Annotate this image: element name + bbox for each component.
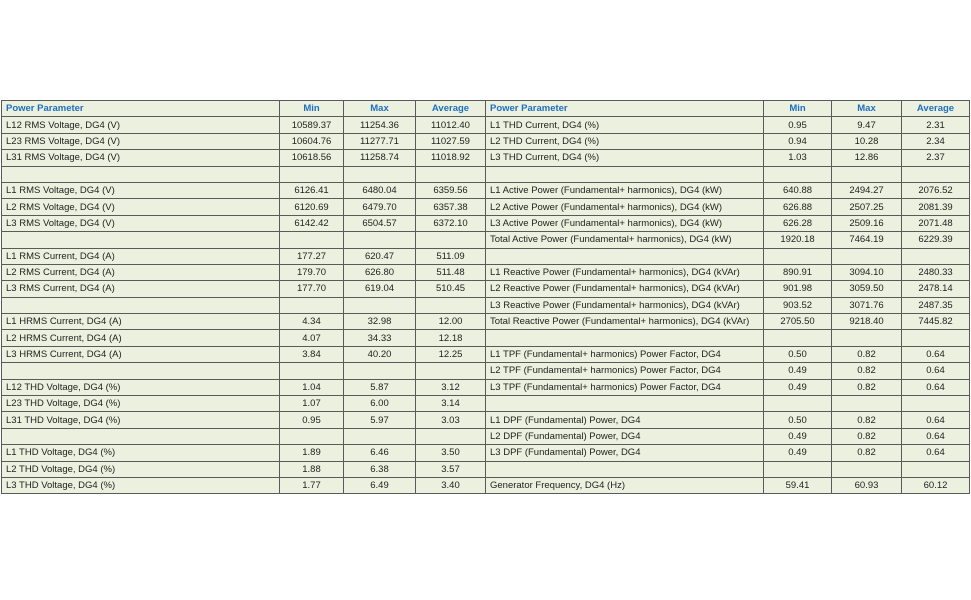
right-max-cell: 60.93	[832, 477, 902, 493]
left-parameter-cell: L2 THD Voltage, DG4 (%)	[2, 461, 280, 477]
right-max-cell: 9.47	[832, 117, 902, 133]
right-min-cell: 0.49	[764, 445, 832, 461]
left-max-cell: 6480.04	[344, 182, 416, 198]
right-max-cell: 0.82	[832, 428, 902, 444]
right-max-cell	[832, 330, 902, 346]
left-max-cell: 11277.71	[344, 133, 416, 149]
right-min-cell: 0.50	[764, 412, 832, 428]
right-min-cell	[764, 330, 832, 346]
right-average-cell	[902, 396, 970, 412]
left-max-cell: 620.47	[344, 248, 416, 264]
left-parameter-cell	[2, 166, 280, 182]
left-average-cell: 3.12	[416, 379, 486, 395]
right-min-cell: 0.49	[764, 379, 832, 395]
table-row	[2, 150, 970, 166]
table-row	[2, 314, 970, 330]
right-average-cell	[902, 461, 970, 477]
left-max-cell: 34.33	[344, 330, 416, 346]
power-parameter-table	[1, 100, 970, 494]
right-max-cell	[832, 461, 902, 477]
left-max-cell: 11258.74	[344, 150, 416, 166]
left-min-cell	[280, 166, 344, 182]
left-min-cell: 4.34	[280, 314, 344, 330]
left-parameter-cell: L12 THD Voltage, DG4 (%)	[2, 379, 280, 395]
right-parameter-cell: L2 THD Current, DG4 (%)	[486, 133, 764, 149]
right-average-cell	[902, 248, 970, 264]
header-max-right: Max	[832, 101, 902, 117]
right-min-cell: 1.03	[764, 150, 832, 166]
table-row	[2, 232, 970, 248]
left-max-cell: 11254.36	[344, 117, 416, 133]
left-average-cell	[416, 297, 486, 313]
left-min-cell	[280, 428, 344, 444]
right-min-cell: 0.49	[764, 428, 832, 444]
right-max-cell: 0.82	[832, 412, 902, 428]
right-parameter-cell: Total Reactive Power (Fundamental+ harmonics), DG4 (kVAr)	[486, 314, 764, 330]
left-average-cell: 11018.92	[416, 150, 486, 166]
table-row	[2, 133, 970, 149]
right-average-cell: 0.64	[902, 412, 970, 428]
right-parameter-cell: L2 TPF (Fundamental+ harmonics) Power Factor, DG4	[486, 363, 764, 379]
right-max-cell: 0.82	[832, 379, 902, 395]
left-parameter-cell: L3 HRMS Current, DG4 (A)	[2, 346, 280, 362]
left-average-cell	[416, 232, 486, 248]
left-average-cell: 511.48	[416, 264, 486, 280]
right-parameter-cell: Total Active Power (Fundamental+ harmonics), DG4 (kW)	[486, 232, 764, 248]
left-min-cell: 10589.37	[280, 117, 344, 133]
left-parameter-cell: L23 RMS Voltage, DG4 (V)	[2, 133, 280, 149]
left-average-cell: 3.40	[416, 477, 486, 493]
left-parameter-cell: L3 THD Voltage, DG4 (%)	[2, 477, 280, 493]
right-min-cell	[764, 461, 832, 477]
left-max-cell	[344, 232, 416, 248]
table-row	[2, 166, 970, 182]
left-max-cell: 6.46	[344, 445, 416, 461]
table-row	[2, 363, 970, 379]
right-max-cell	[832, 248, 902, 264]
right-max-cell: 7464.19	[832, 232, 902, 248]
left-average-cell: 12.18	[416, 330, 486, 346]
left-min-cell: 4.07	[280, 330, 344, 346]
right-min-cell: 59.41	[764, 477, 832, 493]
right-average-cell	[902, 166, 970, 182]
left-min-cell: 1.07	[280, 396, 344, 412]
left-min-cell: 1.77	[280, 477, 344, 493]
right-average-cell: 2076.52	[902, 182, 970, 198]
left-max-cell: 626.80	[344, 264, 416, 280]
left-min-cell: 6142.42	[280, 215, 344, 231]
right-parameter-cell: L3 Reactive Power (Fundamental+ harmonics), DG4 (kVAr)	[486, 297, 764, 313]
table-row	[2, 346, 970, 362]
right-parameter-cell: L2 Active Power (Fundamental+ harmonics), DG4 (kW)	[486, 199, 764, 215]
right-min-cell	[764, 166, 832, 182]
left-max-cell: 5.97	[344, 412, 416, 428]
left-min-cell: 1.04	[280, 379, 344, 395]
right-min-cell: 903.52	[764, 297, 832, 313]
left-parameter-cell	[2, 363, 280, 379]
left-min-cell: 177.70	[280, 281, 344, 297]
left-max-cell: 6.49	[344, 477, 416, 493]
right-max-cell: 2494.27	[832, 182, 902, 198]
left-parameter-cell: L3 RMS Current, DG4 (A)	[2, 281, 280, 297]
left-parameter-cell	[2, 428, 280, 444]
right-min-cell: 640.88	[764, 182, 832, 198]
table-row	[2, 477, 970, 493]
right-average-cell: 2081.39	[902, 199, 970, 215]
left-average-cell: 511.09	[416, 248, 486, 264]
right-parameter-cell: L3 THD Current, DG4 (%)	[486, 150, 764, 166]
left-average-cell: 11012.40	[416, 117, 486, 133]
table-row	[2, 412, 970, 428]
header-power-parameter-left: Power Parameter	[2, 101, 280, 117]
left-max-cell	[344, 428, 416, 444]
right-max-cell: 0.82	[832, 363, 902, 379]
left-parameter-cell: L1 RMS Voltage, DG4 (V)	[2, 182, 280, 198]
right-parameter-cell: L1 THD Current, DG4 (%)	[486, 117, 764, 133]
right-max-cell: 2507.25	[832, 199, 902, 215]
left-parameter-cell: L1 HRMS Current, DG4 (A)	[2, 314, 280, 330]
left-min-cell: 10604.76	[280, 133, 344, 149]
table-row	[2, 396, 970, 412]
right-parameter-cell: L3 TPF (Fundamental+ harmonics) Power Factor, DG4	[486, 379, 764, 395]
left-parameter-cell	[2, 297, 280, 313]
left-max-cell: 5.87	[344, 379, 416, 395]
table-row	[2, 199, 970, 215]
left-average-cell	[416, 166, 486, 182]
right-parameter-cell: Generator Frequency, DG4 (Hz)	[486, 477, 764, 493]
right-max-cell: 12.86	[832, 150, 902, 166]
left-min-cell: 179.70	[280, 264, 344, 280]
right-parameter-cell: L2 DPF (Fundamental) Power, DG4	[486, 428, 764, 444]
left-average-cell	[416, 363, 486, 379]
left-average-cell	[416, 428, 486, 444]
left-max-cell	[344, 166, 416, 182]
left-average-cell: 3.03	[416, 412, 486, 428]
left-average-cell: 6372.10	[416, 215, 486, 231]
left-max-cell: 6.00	[344, 396, 416, 412]
right-min-cell: 890.91	[764, 264, 832, 280]
right-min-cell: 626.88	[764, 199, 832, 215]
left-min-cell: 1.88	[280, 461, 344, 477]
left-average-cell: 3.57	[416, 461, 486, 477]
right-max-cell: 3071.76	[832, 297, 902, 313]
right-average-cell: 2.34	[902, 133, 970, 149]
right-parameter-cell: L1 Reactive Power (Fundamental+ harmonics), DG4 (kVAr)	[486, 264, 764, 280]
right-max-cell: 3059.50	[832, 281, 902, 297]
right-parameter-cell: L2 Reactive Power (Fundamental+ harmonics), DG4 (kVAr)	[486, 281, 764, 297]
right-parameter-cell	[486, 461, 764, 477]
right-parameter-cell	[486, 248, 764, 264]
right-parameter-cell: L1 Active Power (Fundamental+ harmonics), DG4 (kW)	[486, 182, 764, 198]
left-min-cell	[280, 363, 344, 379]
left-average-cell: 6359.56	[416, 182, 486, 198]
left-average-cell: 12.25	[416, 346, 486, 362]
table-row	[2, 379, 970, 395]
right-parameter-cell	[486, 396, 764, 412]
right-average-cell: 60.12	[902, 477, 970, 493]
left-parameter-cell: L23 THD Voltage, DG4 (%)	[2, 396, 280, 412]
right-min-cell: 2705.50	[764, 314, 832, 330]
right-average-cell: 2.37	[902, 150, 970, 166]
right-average-cell	[902, 330, 970, 346]
left-parameter-cell: L2 HRMS Current, DG4 (A)	[2, 330, 280, 346]
left-max-cell	[344, 297, 416, 313]
right-average-cell: 2.31	[902, 117, 970, 133]
right-min-cell: 0.95	[764, 117, 832, 133]
left-parameter-cell: L3 RMS Voltage, DG4 (V)	[2, 215, 280, 231]
right-average-cell: 0.64	[902, 363, 970, 379]
table-row	[2, 330, 970, 346]
header-max-left: Max	[344, 101, 416, 117]
right-max-cell: 10.28	[832, 133, 902, 149]
left-average-cell: 510.45	[416, 281, 486, 297]
left-average-cell: 3.14	[416, 396, 486, 412]
right-max-cell: 0.82	[832, 445, 902, 461]
left-max-cell: 619.04	[344, 281, 416, 297]
right-parameter-cell: L1 TPF (Fundamental+ harmonics) Power Factor, DG4	[486, 346, 764, 362]
left-min-cell: 1.89	[280, 445, 344, 461]
right-parameter-cell	[486, 330, 764, 346]
right-max-cell: 9218.40	[832, 314, 902, 330]
right-average-cell: 0.64	[902, 445, 970, 461]
table-row	[2, 428, 970, 444]
left-max-cell: 6504.57	[344, 215, 416, 231]
right-max-cell	[832, 166, 902, 182]
right-parameter-cell: L1 DPF (Fundamental) Power, DG4	[486, 412, 764, 428]
left-min-cell: 6120.69	[280, 199, 344, 215]
left-parameter-cell: L31 THD Voltage, DG4 (%)	[2, 412, 280, 428]
left-min-cell: 3.84	[280, 346, 344, 362]
table-row	[2, 182, 970, 198]
right-max-cell: 3094.10	[832, 264, 902, 280]
header-average-right: Average	[902, 101, 970, 117]
left-parameter-cell: L1 THD Voltage, DG4 (%)	[2, 445, 280, 461]
header-min-right: Min	[764, 101, 832, 117]
right-parameter-cell: L3 Active Power (Fundamental+ harmonics), DG4 (kW)	[486, 215, 764, 231]
table-row	[2, 215, 970, 231]
left-min-cell: 6126.41	[280, 182, 344, 198]
right-average-cell: 2480.33	[902, 264, 970, 280]
left-max-cell: 40.20	[344, 346, 416, 362]
left-min-cell: 177.27	[280, 248, 344, 264]
right-average-cell: 2487.35	[902, 297, 970, 313]
right-average-cell: 2478.14	[902, 281, 970, 297]
right-average-cell: 6229.39	[902, 232, 970, 248]
left-parameter-cell: L12 RMS Voltage, DG4 (V)	[2, 117, 280, 133]
left-parameter-cell: L2 RMS Voltage, DG4 (V)	[2, 199, 280, 215]
header-power-parameter-right: Power Parameter	[486, 101, 764, 117]
table-row	[2, 445, 970, 461]
right-min-cell: 1920.18	[764, 232, 832, 248]
left-min-cell: 10618.56	[280, 150, 344, 166]
left-average-cell: 12.00	[416, 314, 486, 330]
table-row	[2, 461, 970, 477]
table-row	[2, 297, 970, 313]
right-min-cell: 0.49	[764, 363, 832, 379]
table-row	[2, 248, 970, 264]
left-parameter-cell: L1 RMS Current, DG4 (A)	[2, 248, 280, 264]
right-max-cell	[832, 396, 902, 412]
right-average-cell: 0.64	[902, 379, 970, 395]
header-average-left: Average	[416, 101, 486, 117]
right-min-cell: 626.28	[764, 215, 832, 231]
header-row	[2, 101, 970, 117]
right-min-cell	[764, 396, 832, 412]
right-max-cell: 2509.16	[832, 215, 902, 231]
right-parameter-cell	[486, 166, 764, 182]
right-average-cell: 7445.82	[902, 314, 970, 330]
left-parameter-cell: L2 RMS Current, DG4 (A)	[2, 264, 280, 280]
left-max-cell	[344, 363, 416, 379]
table-row	[2, 281, 970, 297]
left-min-cell	[280, 232, 344, 248]
right-min-cell: 0.50	[764, 346, 832, 362]
left-max-cell: 32.98	[344, 314, 416, 330]
left-parameter-cell	[2, 232, 280, 248]
left-min-cell: 0.95	[280, 412, 344, 428]
right-min-cell: 0.94	[764, 133, 832, 149]
left-min-cell	[280, 297, 344, 313]
right-average-cell: 0.64	[902, 428, 970, 444]
right-average-cell: 0.64	[902, 346, 970, 362]
left-parameter-cell: L31 RMS Voltage, DG4 (V)	[2, 150, 280, 166]
table-row	[2, 264, 970, 280]
left-max-cell: 6479.70	[344, 199, 416, 215]
left-average-cell: 6357.38	[416, 199, 486, 215]
left-average-cell: 11027.59	[416, 133, 486, 149]
right-max-cell: 0.82	[832, 346, 902, 362]
header-min-left: Min	[280, 101, 344, 117]
right-parameter-cell: L3 DPF (Fundamental) Power, DG4	[486, 445, 764, 461]
left-average-cell: 3.50	[416, 445, 486, 461]
table-row	[2, 117, 970, 133]
right-min-cell: 901.98	[764, 281, 832, 297]
left-max-cell: 6.38	[344, 461, 416, 477]
right-average-cell: 2071.48	[902, 215, 970, 231]
right-min-cell	[764, 248, 832, 264]
